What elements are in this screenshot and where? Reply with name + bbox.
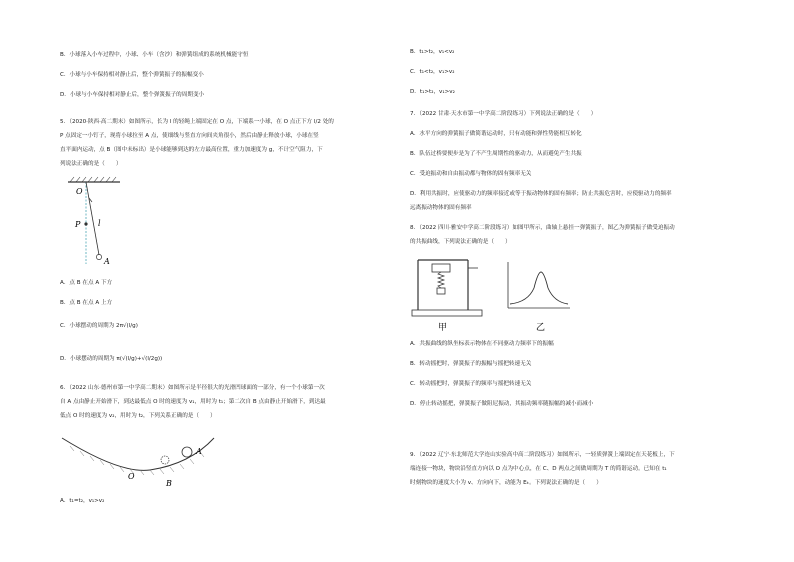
question-7: 7．（2022 甘肃·天水市第一中学高二阶段练习）下列说法正确的是（ ） bbox=[410, 111, 597, 117]
option-d-q5: D．小球摆动的周期为 π(√(l/g)+√(l/2g)) bbox=[60, 356, 163, 362]
option-a-q5: A．点 B 在点 A 下方 bbox=[60, 280, 113, 286]
option-b-q5: B．点 B 在点 A 上方 bbox=[60, 300, 113, 306]
question-5-line-2: P 点固定一小钉子，现将小球拉至 A 点，使细线与竖直方向间夹角很小，然后由静止释放小球，小球在竖 bbox=[60, 133, 319, 139]
option-c-q8: C．转动摇把时，弹簧振子的频率与摇把转速无关 bbox=[410, 381, 532, 387]
option-c-q6: C．t₁<t₂，v₁>v₂ bbox=[410, 69, 455, 75]
option-d-q6: D．t₁>t₂，v₁>v₂ bbox=[410, 89, 455, 95]
resonance-figure bbox=[410, 250, 580, 338]
option-a-q8: A．共振曲线的纵坐标表示物体在不同驱动力频率下的振幅 bbox=[410, 341, 554, 347]
question-8-line-1: 8．（2022 四川·雅安中学高二阶段练习）如图甲所示，曲轴上悬挂一弹簧振子，图乙为弹簧振子做受迫振动 bbox=[410, 225, 675, 231]
question-5-line-4: 列说法正确的是（ ） bbox=[60, 161, 122, 167]
concave-surface-figure bbox=[60, 424, 220, 496]
label-jia: 甲 bbox=[438, 323, 448, 333]
question-6-line-3: 低点 O 时的速度为 v₂，用时为 t₂，下列关系正确的是（ ） bbox=[60, 413, 216, 419]
label-o: O bbox=[128, 472, 135, 481]
question-5-line-3: 直平面内运动，点 B（图中未标出）是小球能够到达的左方最高位置，重力加速度为 g，不计空气阻力，下 bbox=[60, 147, 323, 153]
option-a-q6: A．t₁=t₂，v₁>v₂ bbox=[60, 498, 105, 504]
label-p: P bbox=[75, 220, 81, 229]
option-b-q7: B．队伍过桥要便步是为了不产生周期性的驱动力，从而避免产生共振 bbox=[410, 151, 582, 157]
option-b-q6: B．t₁>t₂，v₁<v₂ bbox=[410, 49, 455, 55]
option-b-q4: B．小球落入小车过程中，小球、小车（含沙）和弹簧组成的系统机械能守恒 bbox=[60, 52, 249, 58]
question-9-line-3: 时刻物块的速度大小为 v、方向向下，动能为 Eₖ。下列说法正确的是（ ） bbox=[410, 480, 602, 486]
option-c-q7: C．受迫振动和自由振动都与物体的固有频率无关 bbox=[410, 171, 532, 177]
option-d-q8: D．停止转动摇把，弹簧振子做阻尼振动，其振动频率随振幅的减小而减小 bbox=[410, 401, 594, 407]
option-b-q8: B．转动摇把时，弹簧振子的振幅与摇把转速无关 bbox=[410, 361, 532, 367]
label-yi: 乙 bbox=[536, 323, 546, 333]
label-o: O bbox=[76, 187, 83, 196]
option-d-q7-line-2: 远离振动物体的固有频率 bbox=[410, 205, 472, 211]
question-8-line-2: 的共振曲线，下列说法正确的是（ ） bbox=[410, 239, 511, 245]
pendulum-figure bbox=[62, 176, 152, 276]
label-b: B bbox=[166, 479, 172, 488]
question-6-line-1: 6．（2022 山东·德州市第一中学高二期末）如图所示是半径很大的光滑凹球面的一部分，有一个小球第一次 bbox=[60, 385, 325, 391]
option-d-q7-line-1: D．利用共振时，应使驱动力的频率接近或等于振动物体的固有频率；防止共振危害时，应使驱动力的频率 bbox=[410, 191, 672, 197]
label-l: l bbox=[98, 219, 101, 228]
label-a: A bbox=[104, 257, 110, 266]
question-9-line-2: 端连接一物块，物块沿竖直方向以 O 点为中心点，在 C、D 两点之间做周期为 T 的简谐运动。已知在 t₁ bbox=[410, 466, 667, 472]
question-6-line-2: 自 A 点由静止开始滑下，到达最低点 O 时的速度为 v₁，用时为 t₁；第二次自 B 点由静止开始滑下，到达最 bbox=[60, 399, 326, 405]
question-5-line-1: 5．（2020·陕西·高二期末）如图所示，长为 l 的轻绳上端固定在 O 点，下端系一小球，在 O 点正下方 l/2 处的 bbox=[60, 119, 334, 125]
option-c-q5: C．小球摆动的周期为 2π√(l/g) bbox=[60, 323, 138, 329]
question-9-line-1: 9．（2022 辽宁·东北师范大学连山实验高中高二阶段练习）如图所示，一轻质弹簧上端固定在天花板上，下 bbox=[410, 452, 675, 458]
option-c-q4: C．小球与小车保持相对静止后，整个弹簧振子的振幅变小 bbox=[60, 72, 204, 78]
option-d-q4: D．小球与小车保持相对静止后，整个弹簧振子的周期变小 bbox=[60, 92, 205, 98]
label-a: A bbox=[196, 447, 202, 456]
option-a-q7: A．水平方向的弹簧振子做简谐运动时，只有动能和弹性势能相互转化 bbox=[410, 131, 582, 137]
